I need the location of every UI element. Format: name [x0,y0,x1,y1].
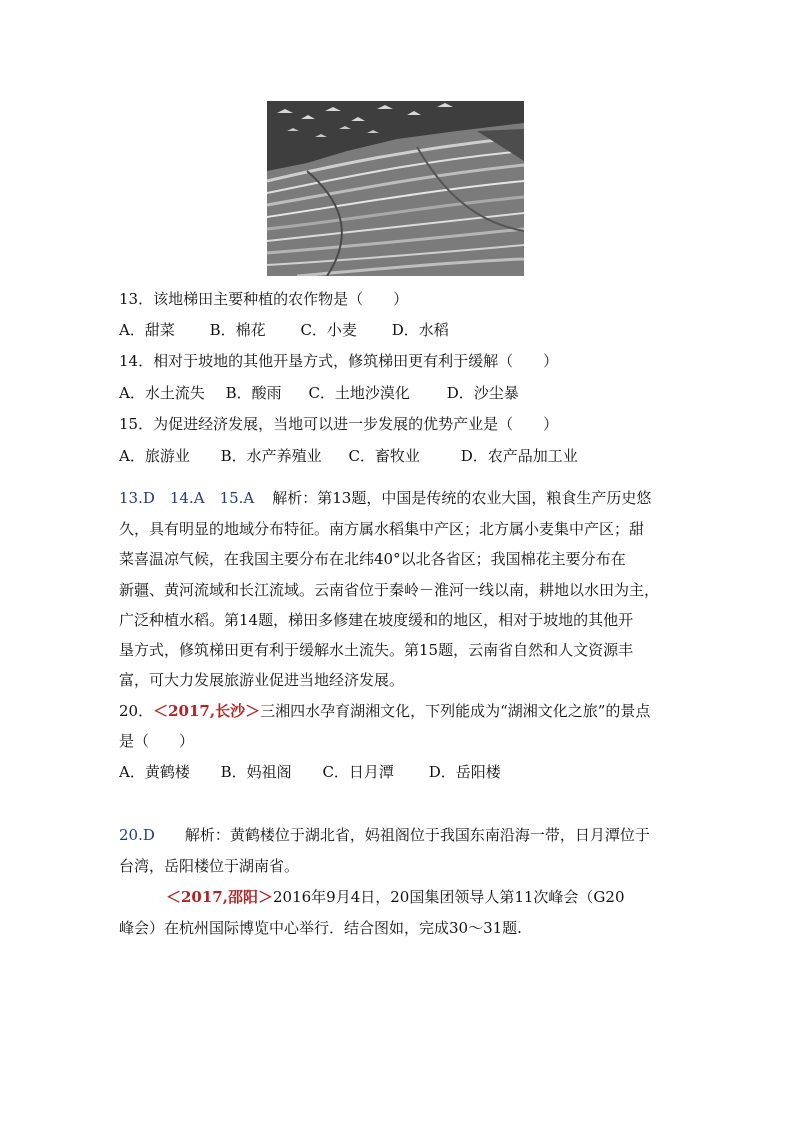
analysis-line-3: 菜喜温凉气候，在我国主要分布在北纬40°以北各省区；我国棉花主要分布在 [119,550,626,568]
source-tag-changsha: ＜2017,长沙＞ [153,702,261,720]
option-14-a: A．水土流失 [119,384,205,402]
question-14-stem: 14．相对于坡地的其他开垦方式，修筑梯田更有利于缓解（ ） [119,352,559,370]
answer-key-13-15: 13.D 14.A 15.A [119,489,255,507]
question-15-options [119,446,578,466]
question-13-stem: 13．该地梯田主要种植的农作物是（ ） [119,290,409,308]
option-13-d: D．水稻 [391,321,449,339]
option-14-c: C．土地沙漠化 [308,384,410,402]
analysis-line-1 [119,488,651,508]
option-14-d: D．沙尘暴 [446,384,519,402]
analysis-20-line-2: 台湾，岳阳楼位于湖南省。 [119,857,300,875]
option-15-d: D．农产品加工业 [460,447,578,465]
question-13-options [119,320,449,340]
option-13-a: A．甜菜 [119,321,175,339]
option-15-a: A．旅游业 [119,447,190,465]
question-20-stem-line-1 [119,701,650,721]
option-20-b: B．妈祖阁 [220,763,292,781]
answer-key-20: 20.D [119,826,155,844]
question-20-stem-line-2: 是（ ） [119,732,195,750]
option-20-a: A．黄鹤楼 [119,763,190,781]
intro-text: 2016年9月4日，20国集团领导人第11次峰会（G20 [272,888,625,906]
terraced-field-icon [267,101,524,276]
option-13-b: B．棉花 [209,321,266,339]
option-20-c: C．日月潭 [322,763,394,781]
option-14-b: B．酸雨 [225,384,282,402]
question-15-stem: 15．为促进经济发展，当地可以进一步发展的优势产业是（ ） [119,415,559,433]
source-tag-shaoyang: ＜2017,邵阳＞ [166,888,273,906]
option-15-b: B．水产养殖业 [220,447,322,465]
intro-line-1 [166,887,625,907]
question-20-options [119,762,501,782]
option-20-d: D．岳阳楼 [428,763,501,781]
question-14-options [119,383,519,403]
analysis-line-5: 广泛种植水稻。第14题，梯田多修建在坡度缓和的地区，相对于坡地的其他开 [119,611,634,629]
option-13-c: C．小麦 [300,321,357,339]
terraced-field-photo [267,101,524,276]
question-20-number: 20． [119,702,154,720]
analysis-line-7: 富，可大力发展旅游业促进当地经济发展。 [119,671,405,689]
analysis-line-2: 久，具有明显的地域分布特征。南方属水稻集中产区；北方属小麦集中产区；甜 [119,520,645,538]
analysis-20-line-1 [119,825,650,845]
option-15-c: C．畜牧业 [348,447,420,465]
question-20-stem-text: 三湘四水孕育湖湘文化，下列能成为“湖湘文化之旅”的景点 [260,702,651,720]
analysis-20-text: 解析：黄鹤楼位于湖北省，妈祖阁位于我国东南沿海一带，日月潭位于 [184,826,650,844]
analysis-line-6: 垦方式，修筑梯田更有利于缓解水土流失。第15题，云南省自然和人文资源丰 [119,641,634,659]
analysis-text: 解析：第13题，中国是传统的农业大国，粮食生产历史悠 [272,489,652,507]
intro-line-2: 峰会）在杭州国际博览中心举行．结合图如，完成30～31题. [119,919,522,937]
analysis-line-4: 新疆、黄河流域和长江流域。云南省位于秦岭－淮河一线以南，耕地以水田为主， [119,581,660,599]
